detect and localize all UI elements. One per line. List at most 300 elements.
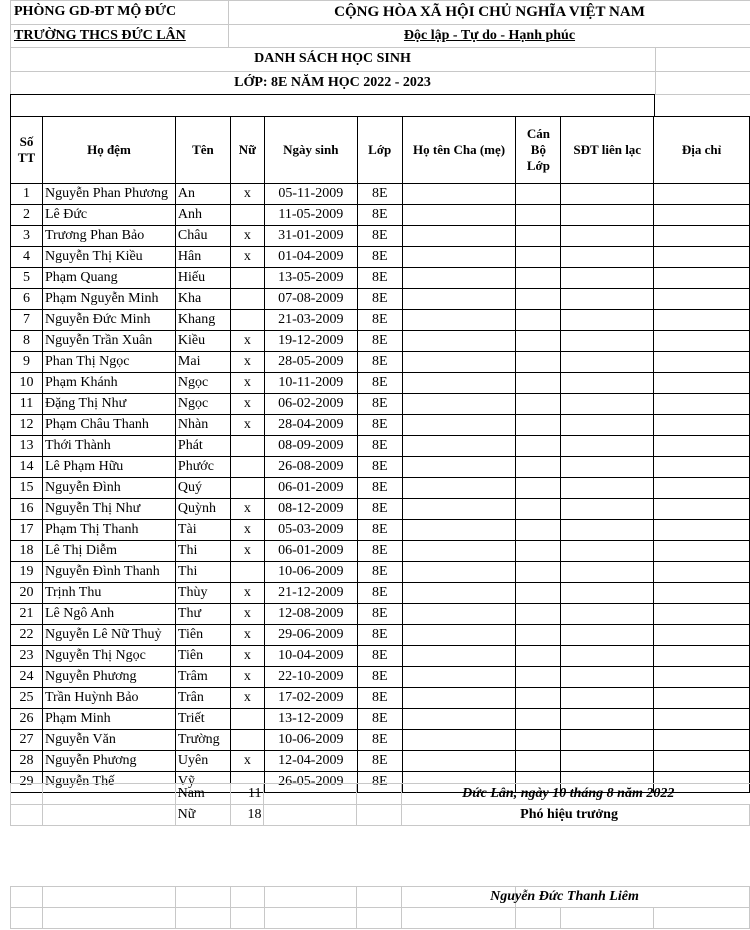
student-ngay-sinh: 10-04-2009 — [264, 646, 357, 667]
summary-table — [10, 783, 750, 826]
nam-count: 11 — [230, 784, 264, 805]
student-ngay-sinh: 10-06-2009 — [264, 730, 357, 751]
student-nu: x — [230, 520, 264, 541]
student-cha-me — [402, 310, 516, 331]
student-dia-chi — [654, 373, 750, 394]
student-ngay-sinh: 29-06-2009 — [264, 625, 357, 646]
student-ho-dem: Phạm Nguyễn Minh — [42, 289, 175, 310]
document-page — [10, 0, 750, 930]
student-ten: Triết — [175, 709, 230, 730]
student-sdt — [561, 247, 654, 268]
table-row — [11, 415, 750, 436]
student-ho-dem: Đặng Thị Như — [42, 394, 175, 415]
student-cha-me — [402, 373, 516, 394]
student-can-bo — [516, 352, 561, 373]
student-dia-chi — [654, 583, 750, 604]
student-ten: Tiên — [175, 625, 230, 646]
student-stt: 14 — [11, 457, 43, 478]
student-lop: 8E — [357, 247, 402, 268]
student-stt: 11 — [11, 394, 43, 415]
student-ten: Thi — [175, 562, 230, 583]
student-lop: 8E — [357, 457, 402, 478]
student-cha-me — [402, 331, 516, 352]
student-can-bo — [516, 205, 561, 226]
student-dia-chi — [654, 604, 750, 625]
student-sdt — [561, 625, 654, 646]
student-sdt — [561, 541, 654, 562]
student-cha-me — [402, 541, 516, 562]
summary-row-nu — [11, 805, 750, 826]
signature-row — [11, 887, 750, 908]
student-can-bo — [516, 688, 561, 709]
student-ho-dem: Nguyễn Thị Ngọc — [42, 646, 175, 667]
student-sdt — [561, 331, 654, 352]
student-cha-me — [402, 520, 516, 541]
student-cha-me — [402, 205, 516, 226]
student-ngay-sinh: 05-11-2009 — [264, 184, 357, 205]
student-dia-chi — [654, 688, 750, 709]
table-row — [11, 226, 750, 247]
col-ho-dem: Họ đệm — [42, 117, 175, 184]
student-can-bo — [516, 730, 561, 751]
student-cha-me — [402, 499, 516, 520]
table-row — [11, 499, 750, 520]
student-ngay-sinh: 06-01-2009 — [264, 478, 357, 499]
student-lop: 8E — [357, 541, 402, 562]
student-dia-chi — [654, 184, 750, 205]
student-nu: x — [230, 352, 264, 373]
student-can-bo — [516, 625, 561, 646]
table-row — [11, 625, 750, 646]
student-stt: 15 — [11, 478, 43, 499]
student-nu — [230, 205, 264, 226]
student-sdt — [561, 373, 654, 394]
student-ho-dem: Nguyễn Đình Thanh — [42, 562, 175, 583]
student-sdt — [561, 751, 654, 772]
student-cha-me — [402, 625, 516, 646]
student-dia-chi — [654, 310, 750, 331]
student-ho-dem: Phạm Thị Thanh — [42, 520, 175, 541]
student-stt: 28 — [11, 751, 43, 772]
student-sdt — [561, 646, 654, 667]
empty-row — [11, 908, 750, 929]
signer-name: Nguyễn Đức Thanh Liêm — [516, 887, 750, 908]
student-ho-dem: Trịnh Thu — [42, 583, 175, 604]
student-cha-me — [402, 730, 516, 751]
student-ho-dem: Nguyễn Thị Kiều — [42, 247, 175, 268]
student-can-bo — [516, 373, 561, 394]
student-stt: 13 — [11, 436, 43, 457]
student-ten: Khang — [175, 310, 230, 331]
student-ngay-sinh: 28-05-2009 — [264, 352, 357, 373]
student-dia-chi — [654, 436, 750, 457]
student-ten: Kiều — [175, 331, 230, 352]
student-cha-me — [402, 604, 516, 625]
student-ngay-sinh: 01-04-2009 — [264, 247, 357, 268]
student-ho-dem: Nguyễn Thị Như — [42, 499, 175, 520]
student-cha-me — [402, 352, 516, 373]
student-dia-chi — [654, 394, 750, 415]
student-cha-me — [402, 457, 516, 478]
student-dia-chi — [654, 331, 750, 352]
student-lop: 8E — [357, 709, 402, 730]
gridline — [10, 71, 750, 72]
student-cha-me — [402, 268, 516, 289]
student-lop: 8E — [357, 184, 402, 205]
student-stt: 17 — [11, 520, 43, 541]
student-cha-me — [402, 394, 516, 415]
student-can-bo — [516, 478, 561, 499]
student-stt: 2 — [11, 205, 43, 226]
student-ngay-sinh: 12-04-2009 — [264, 751, 357, 772]
student-ten: Hiếu — [175, 268, 230, 289]
student-lop: 8E — [357, 751, 402, 772]
student-nu: x — [230, 646, 264, 667]
student-can-bo — [516, 667, 561, 688]
student-ho-dem: Nguyễn Phan Phương — [42, 184, 175, 205]
student-nu: x — [230, 331, 264, 352]
date-line: Đức Lân, ngày 10 tháng 8 năm 2022 — [402, 784, 750, 805]
student-ngay-sinh: 22-10-2009 — [264, 667, 357, 688]
student-lop: 8E — [357, 499, 402, 520]
document-title: DANH SÁCH HỌC SINH — [254, 51, 411, 66]
table-row — [11, 373, 750, 394]
student-ngay-sinh: 21-12-2009 — [264, 583, 357, 604]
col-lop: Lớp — [357, 117, 402, 184]
student-ngay-sinh: 10-11-2009 — [264, 373, 357, 394]
student-stt: 20 — [11, 583, 43, 604]
student-lop: 8E — [357, 268, 402, 289]
student-sdt — [561, 352, 654, 373]
student-can-bo — [516, 310, 561, 331]
student-lop: 8E — [357, 562, 402, 583]
student-ngay-sinh: 05-03-2009 — [264, 520, 357, 541]
table-row — [11, 247, 750, 268]
student-stt: 21 — [11, 604, 43, 625]
table-row — [11, 436, 750, 457]
student-cha-me — [402, 226, 516, 247]
student-ngay-sinh: 28-04-2009 — [264, 415, 357, 436]
student-lop: 8E — [357, 394, 402, 415]
table-row — [11, 730, 750, 751]
student-ten: Phước — [175, 457, 230, 478]
student-ho-dem: Nguyễn Lê Nữ Thuỷ — [42, 625, 175, 646]
student-ho-dem: Phan Thị Ngọc — [42, 352, 175, 373]
gridline — [655, 47, 656, 94]
student-ngay-sinh: 19-12-2009 — [264, 331, 357, 352]
student-ten: Trâm — [175, 667, 230, 688]
student-lop: 8E — [357, 478, 402, 499]
student-ten: An — [175, 184, 230, 205]
student-sdt — [561, 478, 654, 499]
student-cha-me — [402, 562, 516, 583]
student-dia-chi — [654, 457, 750, 478]
student-sdt — [561, 289, 654, 310]
student-stt: 12 — [11, 415, 43, 436]
student-dia-chi — [654, 289, 750, 310]
student-ho-dem: Lê Ngô Anh — [42, 604, 175, 625]
student-dia-chi — [654, 541, 750, 562]
student-stt: 22 — [11, 625, 43, 646]
student-dia-chi — [654, 562, 750, 583]
student-stt: 19 — [11, 562, 43, 583]
student-can-bo — [516, 436, 561, 457]
student-nu: x — [230, 247, 264, 268]
student-stt: 6 — [11, 289, 43, 310]
student-stt: 1 — [11, 184, 43, 205]
student-sdt — [561, 562, 654, 583]
student-ten: Thư — [175, 604, 230, 625]
student-ten: Mai — [175, 352, 230, 373]
student-ten: Kha — [175, 289, 230, 310]
student-stt: 10 — [11, 373, 43, 394]
student-sdt — [561, 583, 654, 604]
student-ngay-sinh: 12-08-2009 — [264, 604, 357, 625]
col-cha-me: Họ tên Cha (mẹ) — [402, 117, 516, 184]
student-ho-dem: Nguyễn Thế — [42, 772, 175, 793]
student-cha-me — [402, 247, 516, 268]
student-ngay-sinh: 08-12-2009 — [264, 499, 357, 520]
student-nu: x — [230, 667, 264, 688]
country-motto: CỘNG HÒA XÃ HỘI CHỦ NGHĨA VIỆT NAM — [334, 4, 645, 20]
student-nu: x — [230, 751, 264, 772]
student-ho-dem: Nguyễn Phương — [42, 667, 175, 688]
summary-row-nam — [11, 784, 750, 805]
student-ten: Thùy — [175, 583, 230, 604]
student-ngay-sinh: 06-01-2009 — [264, 541, 357, 562]
student-nu: x — [230, 226, 264, 247]
student-nu: x — [230, 625, 264, 646]
student-stt: 7 — [11, 310, 43, 331]
student-ngay-sinh: 13-05-2009 — [264, 268, 357, 289]
student-nu: x — [230, 184, 264, 205]
student-ho-dem: Nguyễn Đức Minh — [42, 310, 175, 331]
student-nu — [230, 562, 264, 583]
student-nu: x — [230, 394, 264, 415]
table-row — [11, 331, 750, 352]
student-dia-chi — [654, 751, 750, 772]
table-row — [11, 583, 750, 604]
col-nu: Nữ — [230, 117, 264, 184]
student-cha-me — [402, 688, 516, 709]
student-stt: 16 — [11, 499, 43, 520]
student-lop: 8E — [357, 331, 402, 352]
student-ngay-sinh: 26-08-2009 — [264, 457, 357, 478]
student-ngay-sinh: 26-05-2009 — [264, 772, 357, 793]
student-ten: Ngọc — [175, 373, 230, 394]
student-dia-chi — [654, 268, 750, 289]
table-row — [11, 184, 750, 205]
table-row — [11, 751, 750, 772]
student-can-bo — [516, 583, 561, 604]
student-nu: x — [230, 688, 264, 709]
table-row — [11, 457, 750, 478]
student-stt: 24 — [11, 667, 43, 688]
student-stt: 18 — [11, 541, 43, 562]
student-ten: Anh — [175, 205, 230, 226]
student-nu — [230, 730, 264, 751]
student-nu — [230, 709, 264, 730]
student-ten: Ngọc — [175, 394, 230, 415]
signature-table — [10, 886, 750, 929]
student-stt: 4 — [11, 247, 43, 268]
student-cha-me — [402, 478, 516, 499]
col-ten: Tên — [175, 117, 230, 184]
student-dia-chi — [654, 478, 750, 499]
student-dia-chi — [654, 667, 750, 688]
national-slogan: Độc lập - Tự do - Hạnh phúc — [403, 28, 576, 43]
student-lop: 8E — [357, 520, 402, 541]
student-stt: 25 — [11, 688, 43, 709]
table-row — [11, 541, 750, 562]
table-row — [11, 289, 750, 310]
student-ten: Trường — [175, 730, 230, 751]
student-ten: Quý — [175, 478, 230, 499]
school-name: TRƯỜNG THCS ĐỨC LÂN — [14, 28, 186, 43]
student-nu — [230, 478, 264, 499]
student-can-bo — [516, 499, 561, 520]
table-row — [11, 688, 750, 709]
student-ten: Vỹ — [175, 772, 230, 793]
student-sdt — [561, 415, 654, 436]
table-row — [11, 268, 750, 289]
student-can-bo — [516, 604, 561, 625]
student-stt: 5 — [11, 268, 43, 289]
class-year: LỚP: 8E NĂM HỌC 2022 - 2023 — [234, 75, 431, 90]
student-ho-dem: Phạm Châu Thanh — [42, 415, 175, 436]
student-lop: 8E — [357, 310, 402, 331]
student-ho-dem: Lê Phạm Hữu — [42, 457, 175, 478]
student-can-bo — [516, 646, 561, 667]
student-stt: 26 — [11, 709, 43, 730]
student-nu: x — [230, 583, 264, 604]
student-nu: x — [230, 415, 264, 436]
student-ten: Nhàn — [175, 415, 230, 436]
student-lop: 8E — [357, 415, 402, 436]
table-row — [11, 562, 750, 583]
student-ten: Phát — [175, 436, 230, 457]
student-ten: Hân — [175, 247, 230, 268]
student-ho-dem: Trương Phan Bảo — [42, 226, 175, 247]
nam-label: Nam — [175, 784, 230, 805]
student-lop: 8E — [357, 604, 402, 625]
student-nu — [230, 310, 264, 331]
student-ngay-sinh: 10-06-2009 — [264, 562, 357, 583]
table-row — [11, 646, 750, 667]
student-can-bo — [516, 268, 561, 289]
student-ten: Uyên — [175, 751, 230, 772]
table-row — [11, 394, 750, 415]
student-lop: 8E — [357, 373, 402, 394]
student-stt: 8 — [11, 331, 43, 352]
student-sdt — [561, 394, 654, 415]
student-cha-me — [402, 415, 516, 436]
student-sdt — [561, 184, 654, 205]
student-can-bo — [516, 520, 561, 541]
student-cha-me — [402, 583, 516, 604]
student-dia-chi — [654, 520, 750, 541]
student-sdt — [561, 436, 654, 457]
student-lop: 8E — [357, 667, 402, 688]
student-ho-dem: Nguyễn Phương — [42, 751, 175, 772]
student-cha-me — [402, 646, 516, 667]
student-ho-dem: Trần Huỳnh Bảo — [42, 688, 175, 709]
nu-count: 18 — [230, 805, 264, 826]
student-cha-me — [402, 667, 516, 688]
student-sdt — [561, 457, 654, 478]
col-dia-chi: Địa chỉ — [654, 117, 750, 184]
student-lop: 8E — [357, 352, 402, 373]
department-name: PHÒNG GD-ĐT MỘ ĐỨC — [14, 4, 177, 19]
table-row — [11, 478, 750, 499]
gridline — [10, 24, 750, 25]
student-lop: 8E — [357, 772, 402, 793]
student-nu: x — [230, 604, 264, 625]
student-dia-chi — [654, 709, 750, 730]
student-lop: 8E — [357, 436, 402, 457]
blank-row — [10, 94, 655, 116]
student-sdt — [561, 310, 654, 331]
student-dia-chi — [654, 730, 750, 751]
col-sdt: SĐT liên lạc — [561, 117, 654, 184]
student-ngay-sinh: 06-02-2009 — [264, 394, 357, 415]
student-dia-chi — [654, 226, 750, 247]
table-row — [11, 205, 750, 226]
table-header-row — [11, 117, 750, 184]
student-can-bo — [516, 289, 561, 310]
student-ngay-sinh: 17-02-2009 — [264, 688, 357, 709]
student-nu — [230, 436, 264, 457]
student-ten: Tiên — [175, 646, 230, 667]
student-can-bo — [516, 247, 561, 268]
student-ngay-sinh: 11-05-2009 — [264, 205, 357, 226]
student-sdt — [561, 226, 654, 247]
student-cha-me — [402, 184, 516, 205]
student-sdt — [561, 205, 654, 226]
table-row — [11, 352, 750, 373]
student-ten: Tài — [175, 520, 230, 541]
student-ngay-sinh: 13-12-2009 — [264, 709, 357, 730]
student-dia-chi — [654, 352, 750, 373]
student-cha-me — [402, 289, 516, 310]
table-row — [11, 667, 750, 688]
student-can-bo — [516, 562, 561, 583]
student-can-bo — [516, 457, 561, 478]
student-lop: 8E — [357, 730, 402, 751]
student-ho-dem: Lê Đức — [42, 205, 175, 226]
student-sdt — [561, 520, 654, 541]
student-stt: 29 — [11, 772, 43, 793]
student-ho-dem: Nguyễn Đình — [42, 478, 175, 499]
student-table — [10, 116, 750, 793]
student-ho-dem: Phạm Minh — [42, 709, 175, 730]
student-stt: 27 — [11, 730, 43, 751]
student-ten: Châu — [175, 226, 230, 247]
student-nu: x — [230, 373, 264, 394]
student-sdt — [561, 688, 654, 709]
student-lop: 8E — [357, 289, 402, 310]
student-dia-chi — [654, 625, 750, 646]
student-ngay-sinh: 21-03-2009 — [264, 310, 357, 331]
student-lop: 8E — [357, 205, 402, 226]
student-can-bo — [516, 415, 561, 436]
student-ho-dem: Phạm Khánh — [42, 373, 175, 394]
student-stt: 3 — [11, 226, 43, 247]
student-cha-me — [402, 436, 516, 457]
student-stt: 9 — [11, 352, 43, 373]
student-lop: 8E — [357, 625, 402, 646]
student-cha-me — [402, 751, 516, 772]
